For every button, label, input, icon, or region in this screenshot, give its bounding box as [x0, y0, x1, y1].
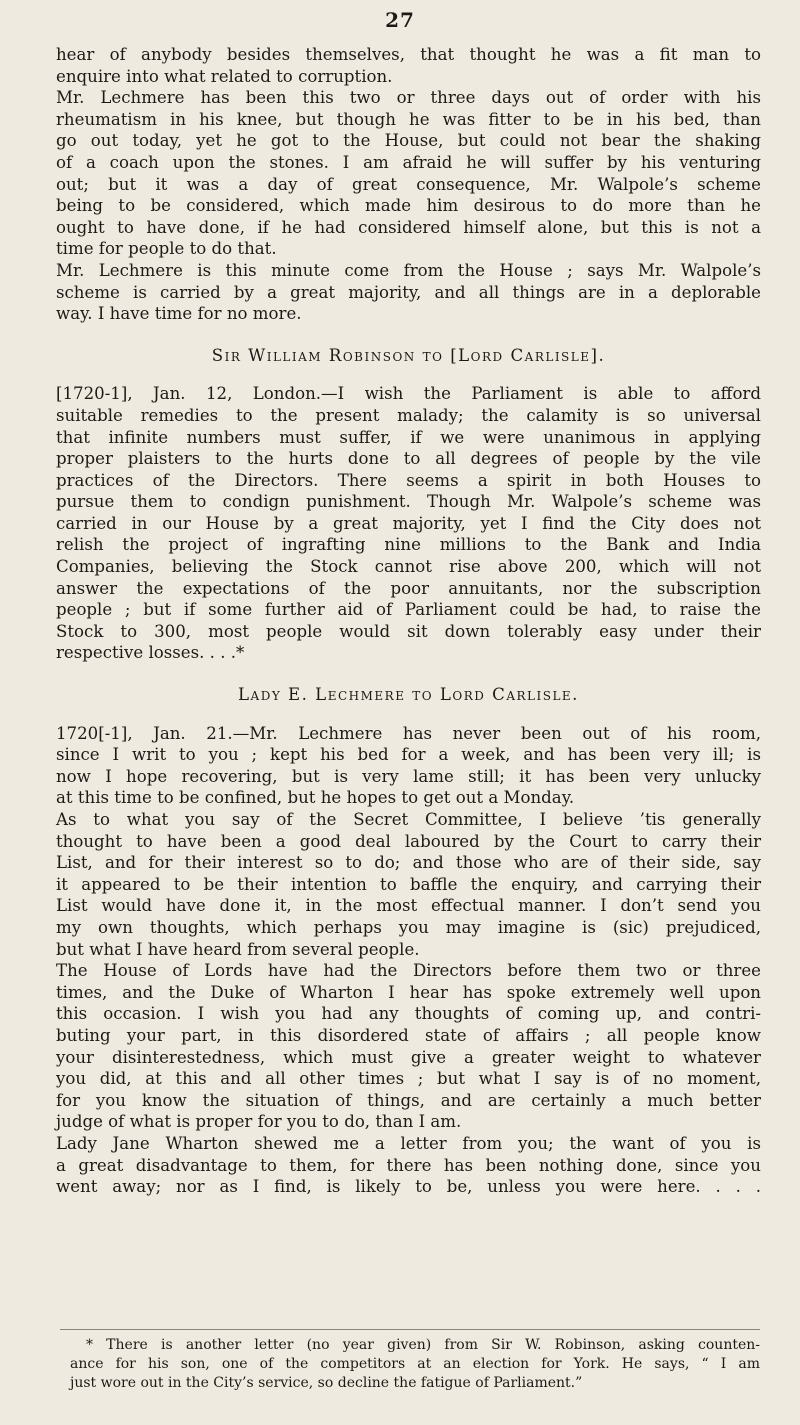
text-line: rheumatism in his knee, but though he was fitter to be in his bed, than: [56, 109, 761, 129]
body-text: [56, 44, 761, 1198]
footnote-line: just wore out in the City’s service, so decline the fatigue of Parliament.”: [70, 1375, 583, 1391]
footnote: [70, 1336, 760, 1393]
text-line: went away; nor as I find, is likely to be, unless you were here. . . .: [56, 1177, 761, 1197]
page-number: 27: [385, 8, 415, 32]
text-line: buting your part, in this disordered state of affairs ; all people know: [56, 1025, 761, 1045]
text-line: time for people to do that.: [56, 239, 277, 259]
text-line: it appeared to be their intention to baffle the enquiry, and carrying their: [56, 874, 761, 894]
text-line: since I writ to you ; kept his bed for a week, and has been very ill; is: [56, 745, 761, 765]
text-line: Companies, believing the Stock cannot rise above 200, which will not: [56, 557, 761, 577]
text-line: relish the project of ingrafting nine millions to the Bank and India: [56, 535, 761, 555]
letter-heading: Lady E. Lechmere to Lord Carlisle.: [238, 685, 579, 705]
text-line: your disinterestedness, which must give a greater weight to whatever: [56, 1047, 761, 1067]
text-line: answer the expectations of the poor annuitants, nor the subscription: [56, 578, 761, 598]
text-line: my own thoughts, which perhaps you may imagine is (sic) prejudiced,: [56, 917, 761, 937]
text-line: way. I have time for no more.: [56, 304, 302, 324]
text-line: List, and for their interest so to do; and those who are of their side, say: [56, 853, 761, 873]
text-line: As to what you say of the Secret Committee, I believe ’tis generally: [56, 810, 761, 829]
letter-heading: Sir William Robinson to [Lord Carlisle].: [211, 345, 606, 365]
text-line: for you know the situation of things, and are certainly a much better: [56, 1090, 761, 1110]
text-line: that infinite numbers must suffer, if we were unanimous in applying: [56, 427, 761, 447]
text-line: judge of what is proper for you to do, than I am.: [56, 1112, 462, 1132]
text-line: suitable remedies to the present malady; the calamity is so universal: [56, 405, 761, 425]
text-line: at this time to be confined, but he hopes to get out a Monday.: [56, 788, 575, 808]
text-line: Mr. Lechmere has been this two or three days out of order with his: [56, 88, 761, 108]
text-line: you did, at this and all other times ; but what I say is of no moment,: [56, 1069, 761, 1089]
text-line: [1720-1], Jan. 12, London.—I wish the Parliament is able to afford: [56, 384, 761, 404]
text-line: out; but it was a day of great consequence, Mr. Walpole’s scheme: [56, 174, 761, 194]
text-line: proper plaisters to the hurts done to all degrees of people by the vile: [56, 449, 761, 469]
text-line: a great disadvantage to them, for there has been nothing done, since you: [56, 1155, 761, 1175]
text-line: hear of anybody besides themselves, that thought he was a fit man to: [56, 45, 761, 64]
text-line: go out today, yet he got to the House, but could not bear the shaking: [56, 131, 761, 151]
text-line: thought to have been a good deal laboured by the Court to carry their: [56, 831, 761, 851]
text-line: enquire into what related to corruption.: [56, 66, 393, 86]
text-line: List would have done it, in the most effectual manner. I don’t send you: [56, 896, 761, 916]
letter-continuation: [56, 44, 761, 325]
text-line: but what I have heard from several people.: [56, 939, 420, 959]
text-line: carried in our House by a great majority, yet I find the City does not: [56, 513, 761, 533]
text-line: Stock to 300, most people would sit down tolerably easy under their: [56, 621, 761, 641]
text-line: 1720[-1], Jan. 21.—Mr. Lechmere has never been out of his room,: [56, 723, 761, 743]
text-line: respective losses. . . .*: [56, 643, 245, 663]
footnote-divider: [60, 1329, 760, 1330]
text-line: times, and the Duke of Wharton I hear has spoke extremely well upon: [56, 982, 761, 1002]
footnote-line: ance for his son, one of the competitors at an election for York. He says, “ I am: [70, 1356, 760, 1372]
text-line: ought to have done, if he had considered himself alone, but this is not a: [56, 217, 761, 237]
text-line: scheme is carried by a great majority, and all things are in a deplorable: [56, 282, 761, 302]
letter-lechmere: [56, 723, 761, 1198]
text-line: The House of Lords have had the Directors before them two or three: [56, 961, 761, 981]
text-line: Mr. Lechmere is this minute come from the House ; says Mr. Walpole’s: [56, 260, 761, 280]
letter-robinson: [56, 383, 761, 664]
text-line: people ; but if some further aid of Parliament could be had, to raise the: [56, 600, 761, 620]
text-line: now I hope recovering, but is very lame still; it has been very unlucky: [56, 766, 761, 786]
text-line: this occasion. I wish you had any thoughts of coming up, and contri-: [56, 1004, 761, 1024]
text-line: Lady Jane Wharton shewed me a letter from you; the want of you is: [56, 1133, 761, 1153]
text-line: pursue them to condign punishment. Though Mr. Walpole’s scheme was: [56, 492, 761, 512]
footnote-line: * There is another letter (no year given) from Sir W. Robinson, asking counten-: [86, 1337, 760, 1353]
text-line: of a coach upon the stones. I am afraid he will suffer by his venturing: [56, 152, 761, 172]
text-line: being to be considered, which made him desirous to do more than he: [56, 196, 761, 216]
text-line: practices of the Directors. There seems a spirit in both Houses to: [56, 470, 761, 490]
